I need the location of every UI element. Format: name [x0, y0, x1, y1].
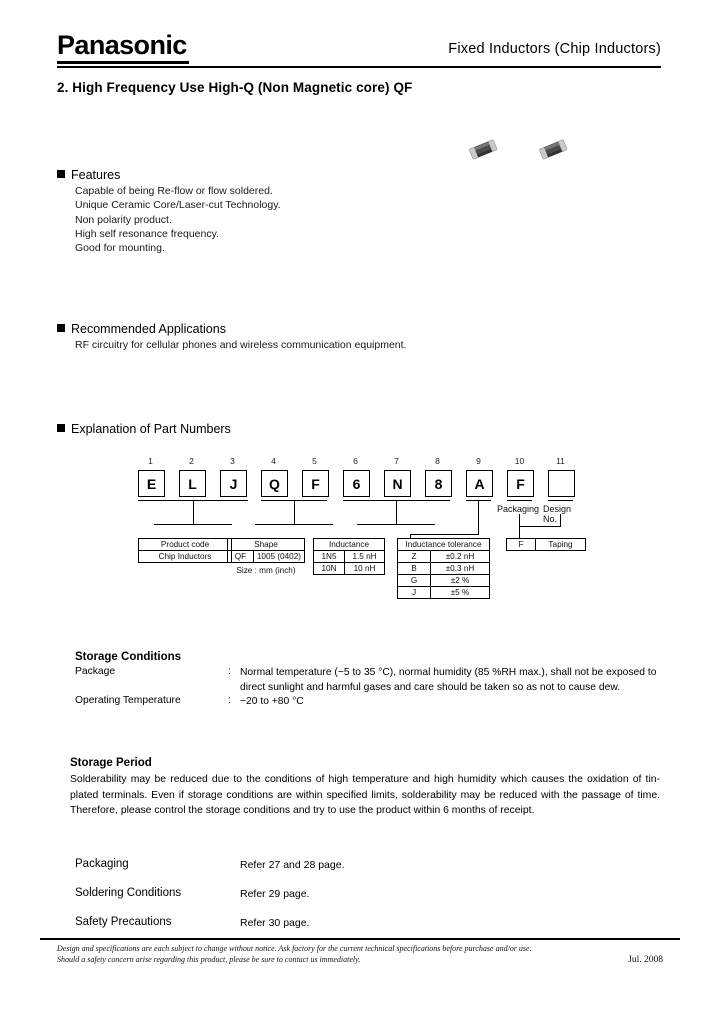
- table-row: [398, 551, 490, 563]
- storage-period-heading: Storage Period: [70, 757, 152, 769]
- table-cell: ±2 %: [431, 575, 490, 587]
- position-number: 6: [353, 456, 358, 466]
- part-code-box: N: [384, 470, 411, 497]
- table-cell: ±0.3 nH: [431, 563, 490, 575]
- inductance-table: [313, 538, 385, 575]
- part-code-box: 8: [425, 470, 452, 497]
- brand-underline: [57, 61, 189, 64]
- table-row: [398, 575, 490, 587]
- table-row: [398, 587, 490, 599]
- position-number: 8: [435, 456, 440, 466]
- inductance-tolerance-table: [397, 538, 490, 599]
- bullet-square-icon: [57, 424, 65, 432]
- bullet-square-icon: [57, 170, 65, 178]
- table-cell: Taping: [536, 539, 586, 551]
- list-item: RF circuitry for cellular phones and wireless communication equipment.: [75, 339, 407, 351]
- group-span-design-no: [548, 500, 573, 501]
- design-no-label: Design No.: [543, 504, 572, 524]
- applications-heading-label: Recommended Applications: [71, 322, 226, 336]
- product-photo-2: [536, 138, 570, 165]
- packaging-table: [506, 538, 586, 551]
- stem-tolerance: [478, 500, 479, 534]
- part-code-box: J: [220, 470, 247, 497]
- reference-value-soldering: Refer 29 page.: [240, 888, 310, 900]
- reference-label-safety: Safety Precautions: [75, 916, 172, 928]
- page-title: 2. High Frequency Use High-Q (Non Magnetic core) QF: [57, 80, 413, 95]
- footer-divider: [40, 938, 680, 940]
- product-code-table: [138, 538, 232, 563]
- packaging-label: Packaging: [497, 504, 540, 514]
- bullet-square-icon: [57, 324, 65, 332]
- reference-value-safety: Refer 30 page.: [240, 917, 310, 929]
- list-item: Capable of being Re-flow or flow soldered.: [75, 185, 273, 197]
- stem-product: [193, 500, 194, 524]
- part-code-box: [548, 470, 575, 497]
- part-code-box: F: [302, 470, 329, 497]
- table-cell: B: [398, 563, 431, 575]
- position-number: 1: [148, 456, 153, 466]
- position-number: 10: [514, 456, 525, 466]
- position-number: 4: [271, 456, 276, 466]
- table-cell: J: [398, 587, 431, 599]
- table-cell: 1.5 nH: [345, 551, 385, 563]
- position-number: 3: [230, 456, 235, 466]
- features-heading: [57, 168, 120, 182]
- list-item: High self resonance frequency.: [75, 227, 219, 240]
- part-code-box: E: [138, 470, 165, 497]
- table-cell: 1N5: [314, 551, 345, 563]
- table-cell: QF: [228, 551, 254, 563]
- table-header: Shape: [228, 539, 305, 551]
- table-header: Inductance: [314, 539, 385, 551]
- storage-conditions-heading: Storage Conditions: [75, 651, 182, 663]
- table-cell: F: [507, 539, 536, 551]
- list-item: Unique Ceramic Core/Laser-cut Technology.: [75, 199, 281, 212]
- storage-period-text: Solderability may be reduced due to the conditions of high temperature and high humidity which causes the oxidation of tin-plated terminals. Even if storage conditions are within specified limits, solderability may be reduced with the passage of time. Therefore, please control the storage conditions and try to use the product within 6 months of receipt.: [70, 774, 660, 816]
- brand-name: Panasonic: [57, 30, 187, 60]
- position-number: 9: [476, 456, 481, 466]
- reference-value-packaging: Refer 27 and 28 page.: [240, 859, 345, 871]
- part-code-box: 6: [343, 470, 370, 497]
- tee-product: [154, 524, 232, 525]
- table-row: [314, 551, 385, 563]
- position-number: 11: [556, 456, 565, 466]
- part-numbers-heading: [57, 422, 231, 436]
- footer-line-2: Should a safety concern arise regarding this product, please be sure to contact us immediately.: [57, 954, 361, 964]
- table-cell: 10 nH: [345, 563, 385, 575]
- part-code-box: Q: [261, 470, 288, 497]
- position-number: 7: [394, 456, 399, 466]
- table-cell: ±5 %: [431, 587, 490, 599]
- table-row: [314, 563, 385, 575]
- features-list: [75, 184, 281, 255]
- tee-shape: [255, 524, 333, 525]
- table-header: Inductance tolerance: [398, 539, 490, 551]
- reference-label-soldering: Soldering Conditions: [75, 887, 182, 899]
- product-photo-1: [466, 138, 500, 165]
- footer-line-1: Design and specifications are each subject to change without notice. Ask factory for the current technical specifications before purchase and/or use.: [57, 944, 532, 953]
- shape-size-caption: Size : mm (inch): [236, 566, 296, 575]
- package-value: Normal temperature (−5 to 35 °C), normal humidity (85 %RH max.), shall not be exposed to direct sunlight and harmful gases and care should be taken so as not to cause dew.: [240, 667, 657, 693]
- table-header: Product code: [139, 539, 232, 551]
- operating-temperature-value: −20 to +80 °C: [240, 696, 304, 707]
- list-item: Non polarity product.: [75, 213, 172, 226]
- package-label: Package: [75, 666, 116, 677]
- page-header: [57, 32, 661, 64]
- table-row: [398, 563, 490, 575]
- part-code-box: F: [507, 470, 534, 497]
- operating-temperature-label: Operating Temperature: [75, 695, 181, 706]
- applications-heading: [57, 322, 226, 336]
- table-cell: 10N: [314, 563, 345, 575]
- table-cell: Z: [398, 551, 431, 563]
- stem-inductance: [396, 500, 397, 524]
- position-number: 2: [189, 456, 194, 466]
- shape-table: [227, 538, 305, 563]
- table-cell: ±0.2 nH: [431, 551, 490, 563]
- part-code-box: A: [466, 470, 493, 497]
- position-number: 5: [312, 456, 317, 466]
- reference-label-packaging: Packaging: [75, 858, 129, 870]
- table-cell: 1005 (0402): [253, 551, 304, 563]
- footer-date: Jul. 2008: [628, 955, 663, 965]
- table-cell: G: [398, 575, 431, 587]
- elbow-tolerance: [410, 534, 479, 535]
- elbow-packaging: [519, 526, 561, 527]
- header-divider: [57, 66, 661, 68]
- operating-temperature-colon: :: [228, 695, 231, 706]
- group-span-packaging: [507, 500, 532, 501]
- list-item: Good for mounting.: [75, 242, 165, 255]
- product-category: Fixed Inductors (Chip Inductors): [448, 41, 661, 57]
- table-row: [228, 551, 305, 563]
- stem-shape: [294, 500, 295, 524]
- part-numbers-heading-label: Explanation of Part Numbers: [71, 422, 231, 436]
- tee-inductance: [357, 524, 435, 525]
- features-heading-label: Features: [71, 168, 121, 182]
- part-code-box: L: [179, 470, 206, 497]
- package-colon: :: [228, 666, 231, 677]
- applications-list: [75, 338, 406, 352]
- table-cell: Chip Inductors: [139, 551, 232, 563]
- footer-disclaimer: [57, 944, 577, 965]
- table-row: [507, 539, 586, 551]
